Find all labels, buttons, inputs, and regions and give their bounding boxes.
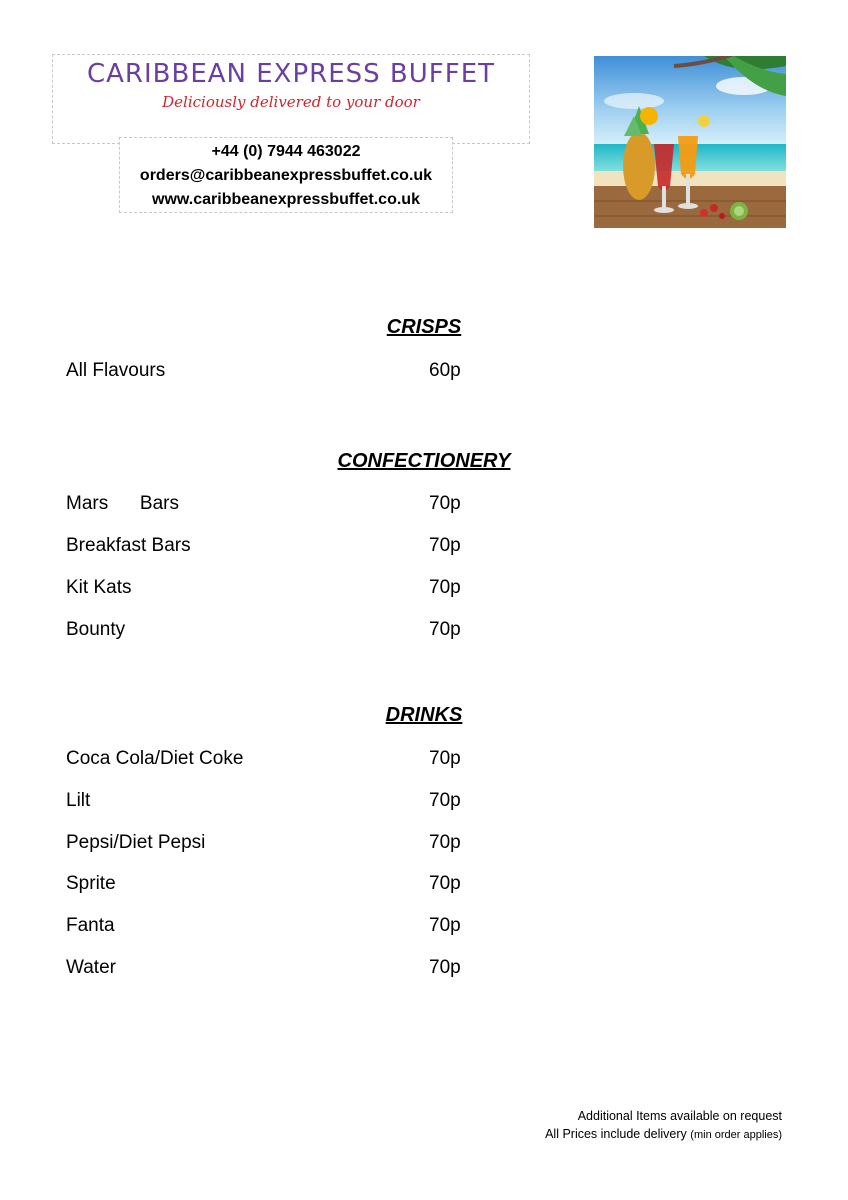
item-price: 60p	[429, 360, 461, 381]
contact-box	[119, 137, 453, 213]
menu-item	[66, 619, 466, 647]
menu-item	[66, 493, 466, 521]
menu-item	[66, 915, 466, 943]
footer-line-prices	[545, 1125, 782, 1144]
item-price: 70p	[429, 957, 461, 978]
menu-item	[66, 535, 466, 563]
contact-phone: +44 (0) 7944 463022	[211, 143, 361, 160]
item-price: 70p	[429, 873, 461, 894]
menu-item	[66, 360, 466, 388]
item-name: Lilt	[66, 790, 91, 811]
section-title-drinks: DRINKS	[385, 704, 463, 726]
item-name: Mars Bars	[66, 493, 179, 514]
item-price: 70p	[429, 790, 461, 811]
item-name: Breakfast Bars	[66, 535, 191, 556]
menu-item	[66, 832, 466, 860]
item-name: Water	[66, 957, 116, 978]
section-title-confectionery: CONFECTIONERY	[337, 450, 511, 472]
footer-notes	[545, 1107, 782, 1144]
footer-line-additional-items: Additional Items available on request	[577, 1109, 782, 1123]
menu-item	[66, 577, 466, 605]
brand-header	[52, 54, 530, 144]
brand-tagline: Deliciously delivered to your door	[162, 93, 420, 111]
menu-item	[66, 873, 466, 901]
item-name: Kit Kats	[66, 577, 132, 598]
item-price: 70p	[429, 915, 461, 936]
item-price: 70p	[429, 748, 461, 769]
item-price: 70p	[429, 493, 461, 514]
item-price: 70p	[429, 535, 461, 556]
item-name: Sprite	[66, 873, 116, 894]
section-title-crisps: CRISPS	[386, 316, 462, 338]
brand-name: CARIBBEAN EXPRESS BUFFET	[86, 59, 496, 89]
beach-cocktail-image	[594, 56, 786, 228]
item-price: 70p	[429, 832, 461, 853]
item-price: 70p	[429, 577, 461, 598]
menu-item	[66, 790, 466, 818]
item-name: Coca Cola/Diet Coke	[66, 748, 244, 769]
item-name: All Flavours	[66, 360, 166, 381]
footer-min-order-note: (min order applies)	[690, 1129, 782, 1141]
contact-email[interactable]: orders@caribbeanexpressbuffet.co.uk	[139, 167, 433, 184]
item-price: 70p	[429, 619, 461, 640]
footer-prices-text: All Prices include delivery	[545, 1127, 687, 1141]
contact-website[interactable]: www.caribbeanexpressbuffet.co.uk	[152, 191, 420, 208]
item-name: Pepsi/Diet Pepsi	[66, 832, 206, 853]
menu-item	[66, 957, 466, 985]
item-name: Fanta	[66, 915, 115, 936]
menu-item	[66, 748, 466, 776]
item-name: Bounty	[66, 619, 126, 640]
